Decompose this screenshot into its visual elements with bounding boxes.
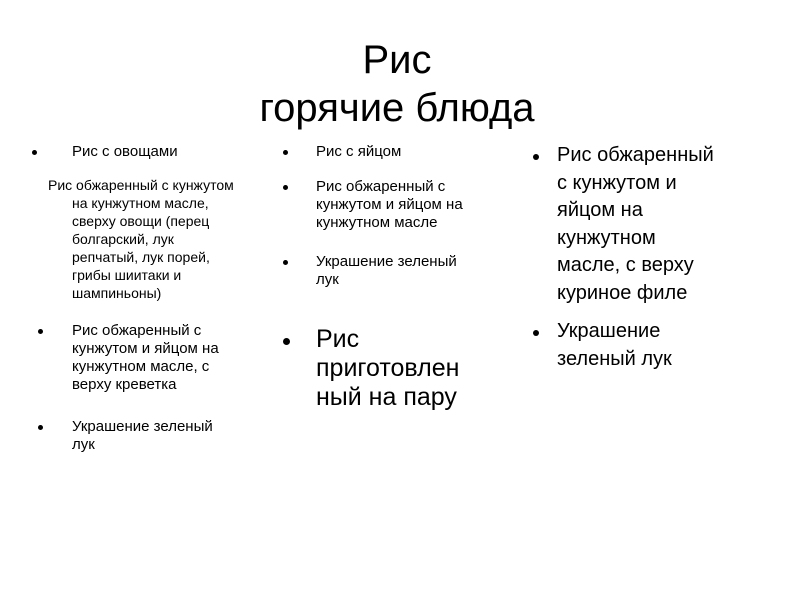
list-item: [72, 418, 272, 454]
title-line-2: горячие блюда: [259, 86, 535, 130]
list-item: [316, 253, 516, 289]
list-item-text: Рис обжаренный с кунжутом на кунжутном масле, сверху овощи (перец болгарский, лук репчатый, лук порей, грибы шиитаки и шампиньоны): [48, 177, 234, 301]
list-item: [316, 178, 516, 232]
bullet-icon: [283, 338, 290, 345]
title-line-1: Рис: [362, 38, 432, 82]
bullet-icon: [533, 154, 539, 160]
bullet-icon: [533, 330, 539, 336]
list-item: [72, 322, 272, 394]
list-item-text: Украшение зеленый лук: [557, 320, 672, 370]
list-item-text: Рис с овощами: [72, 143, 178, 160]
list-item: [316, 143, 516, 161]
bullet-icon: [283, 260, 288, 265]
list-item-text: Рис с яйцом: [316, 143, 402, 160]
list-item-text: Рис обжаренный с кунжутом и яйцом на кунжутном масле: [316, 178, 463, 231]
bullet-icon: [38, 329, 43, 334]
list-item-text: Украшение зеленый лук: [316, 253, 457, 288]
list-item: [72, 143, 272, 161]
list-item: [316, 325, 526, 412]
list-item: [557, 142, 777, 307]
list-item: [557, 318, 777, 373]
bullet-icon: [283, 150, 288, 155]
list-item-text: Рис обжаренный с кунжутом и яйцом на кунжутном масле, с верху куриное филе: [557, 144, 714, 304]
bullet-icon: [32, 150, 37, 155]
bullet-icon: [283, 185, 288, 190]
bullet-icon: [38, 425, 43, 430]
list-item-text: Рис приготовлен ный на пару: [316, 325, 460, 411]
slide-title: [147, 36, 647, 132]
list-item-text: Украшение зеленый лук: [72, 418, 213, 453]
list-item: [48, 176, 278, 302]
list-item-text: Рис обжаренный с кунжутом и яйцом на кунжутном масле, с верху креветка: [72, 322, 219, 393]
